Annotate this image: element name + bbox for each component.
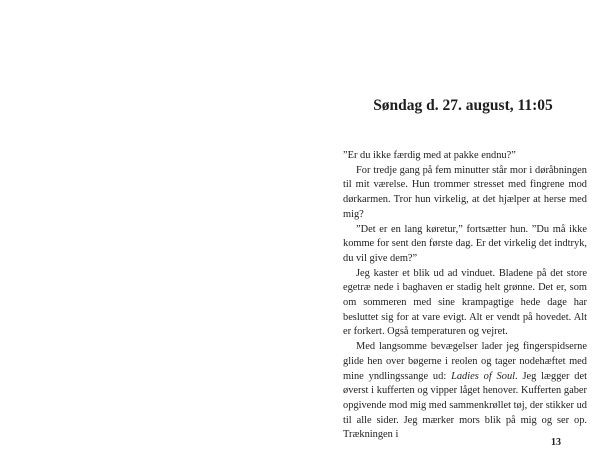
paragraph-3: ”Det er en lang køretur,” fortsætter hun. ”Du må ikke komme for sent den første dag. Er det virkelig det indtryk, du vil give dem?” [343,223,587,264]
page-number: 13 [551,437,561,448]
paragraph-5-before: Med langsomme bevægelser lader jeg fingerspidserne glide hen over bøgerne i reolen og tager nodehæftet med mine yndlingssange ud: [343,341,587,382]
paragraph-5-after: . Jeg lægger det øverst i kufferten og vipper låget henover. Kufferten gaber opgivende mod mig med sammenkrøllet tøj, der stikker ud til alle sider. Jeg mærker mors blik på mig og ser op. Trækningen i [343,370,587,441]
body-text [343,149,587,443]
paragraph-2: For tredje gang på fem minutter står mor i døråbningen til mit værelse. Hun trommer stresset med fingrene mod dørkarmen. Tror hun virkelig, at det hjælper at herse med mig? [343,164,587,220]
song-book-title: Ladies of Soul [451,370,516,382]
paragraph-1: ”Er du ikke færdig med at pakke endnu?” [343,150,516,161]
right-page [300,0,600,463]
paragraph-5 [343,340,587,443]
chapter-title: Søndag d. 27. august, 11:05 [373,97,553,114]
paragraph-4: Jeg kaster et blik ud ad vinduet. Bladene på det store egetræ nede i baghaven er stadig helt grønne. Det er, som om sommeren med sine krampagtige hede dage har besluttet sig for at vare evigt. Alt er vendt på hovedet. Alt er forkert. Også temperaturen og vejret. [343,267,587,338]
